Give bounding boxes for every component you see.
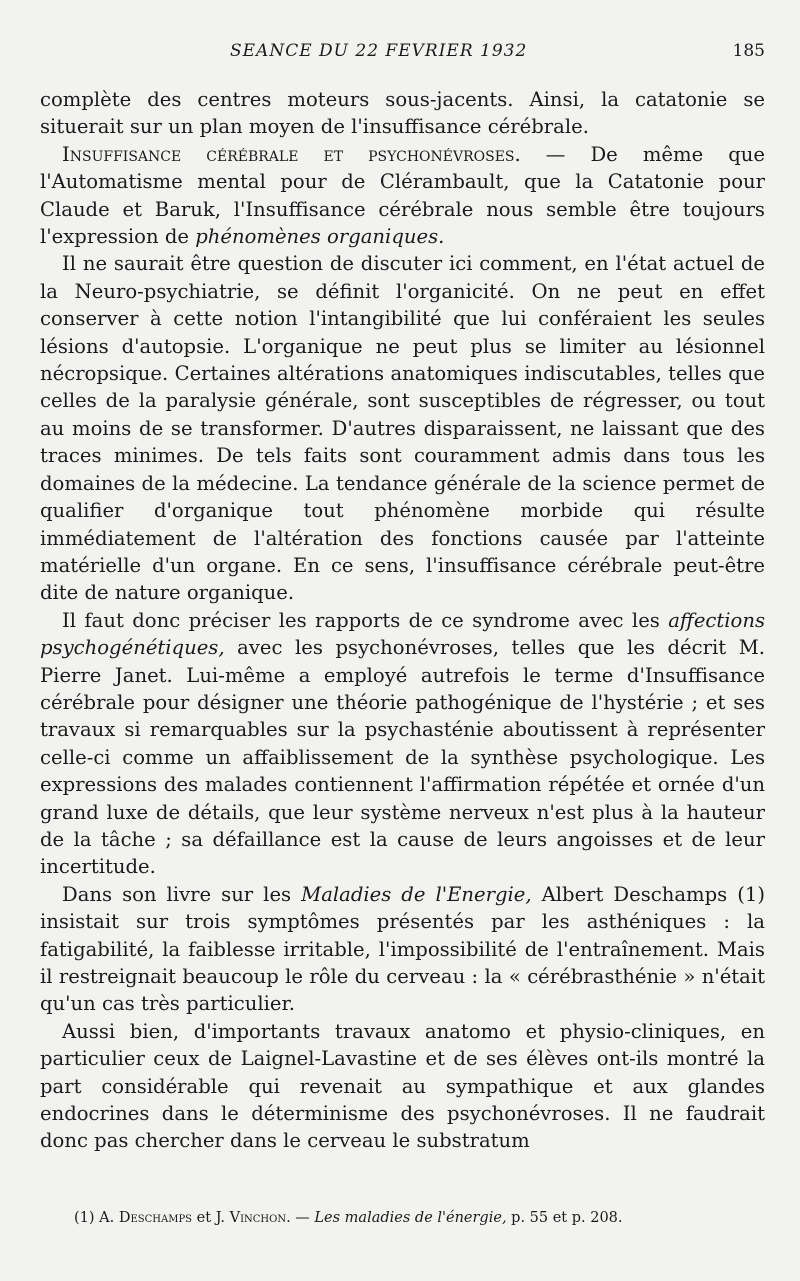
paragraph-1 (40, 86, 765, 141)
footnote-conjunction: et (192, 1210, 216, 1226)
section-heading: Insuffisance cérébrale et psychonévroses. (62, 142, 521, 166)
footnote-author-2: J. Vinchon (215, 1210, 287, 1226)
page-number: 185 (732, 41, 765, 61)
paragraph-5-text-b: Albert Deschamps (1) insistait sur trois symptômes présentés par les asthéniques : la fatigabilité, la faiblesse irritable, l'impossibilité de l'entraînement. Mais il restreignait beaucoup le rôle du cerveau : la « cérébrasthénie » n'était qu'un cas très particulier. (40, 882, 766, 1016)
paragraph-2-text: — De même que l'Automatisme mental pour de Clérambault, que la Catatonie pour Claude et Baruk, l'Insuffisance cérébrale nous semble être toujours l'expression de (40, 142, 765, 249)
paragraph-5-text-a: Dans son livre sur les (62, 882, 302, 906)
paragraph-2 (40, 141, 765, 251)
footnote (52, 1208, 765, 1228)
footnote-marker: (1) (74, 1210, 100, 1226)
footnote-title: Les maladies de l'énergie, (314, 1210, 507, 1226)
book-title: Maladies de l'Energie, (301, 882, 532, 906)
paragraph-1-text: complète des centres moteurs sous-jacents. Ainsi, la catatonie se situerait sur un plan moyen de l'insuffisance cérébrale. (40, 88, 765, 139)
running-title: SEANCE DU 22 FEVRIER 1932 (230, 41, 528, 61)
page-header (40, 41, 765, 65)
paragraph-6-text: Aussi bien, d'importants travaux anatomo et physio-cliniques, en particulier ceux de Laignel-Lavastine et de ses élèves ont-ils montré la part considérable qui revenait au sympathique et aux glandes endocrines dans le déterminisme des psychonévroses. Il ne faudrait donc pas chercher dans le cerveau le substratum (40, 1019, 765, 1153)
paragraph-2-emphasis: phénomènes organiques. (195, 225, 445, 249)
footnote-1 (52, 1208, 765, 1228)
footnote-pages: p. 55 et p. 208. (506, 1210, 623, 1226)
footnote-dash: . — (286, 1210, 315, 1226)
paragraph-3 (40, 250, 765, 606)
footnote-author-1: A. Deschamps (99, 1210, 193, 1226)
paragraph-3-text: Il ne saurait être question de discuter ici comment, en l'état actuel de la Neuro-psychiatrie, se définit l'organicité. On ne peut en effet conserver à cette notion l'intangibilité que lui conféraient les seules lésions d'autopsie. L'organique ne peut plus se limiter au lésionnel nécropsique. Certaines altérations anatomiques indiscutables, telles que celles de la paralysie générale, sont susceptibles de régresser, ou tout au moins de se transformer. D'autres disparaissent, ne laissant que des traces minimes. De tels faits sont couramment admis dans tous les domaines de la médecine. La tendance générale de la science permet de qualifier d'organique tout phénomène morbide qui résulte immédiatement de l'altération des fonctions causée par l'atteinte matérielle d'un organe. En ce sens, l'insuffisance cérébrale peut-être dite de nature organique. (40, 252, 765, 605)
paragraph-4-text-b: avec les psychonévroses, telles que les décrit M. Pierre Janet. Lui-même a employé autrefois le terme d'Insuffisance cérébrale pour désigner une théorie pathogénique de l'hystérie ; et ses travaux si remarquables sur la psychasténie aboutissent à représenter celle-ci comme un affaiblissement de la synthèse psychologique. Les expressions des malades contiennent l'affirmation répétée et ornée d'un grand luxe de détails, que leur système nerveux n'est plus à la hauteur de la tâche ; sa défaillance est la cause de leurs angoisses et de leur incertitude. (40, 636, 765, 879)
paragraph-6 (40, 1018, 765, 1155)
paragraph-4-text-a: Il faut donc préciser les rapports de ce syndrome avec les (62, 608, 669, 632)
body-text (40, 86, 765, 1155)
paragraph-4-emphasis: affections psychogénétiques, (40, 608, 765, 660)
paragraph-5 (40, 881, 765, 1018)
paragraph-4 (40, 607, 765, 881)
